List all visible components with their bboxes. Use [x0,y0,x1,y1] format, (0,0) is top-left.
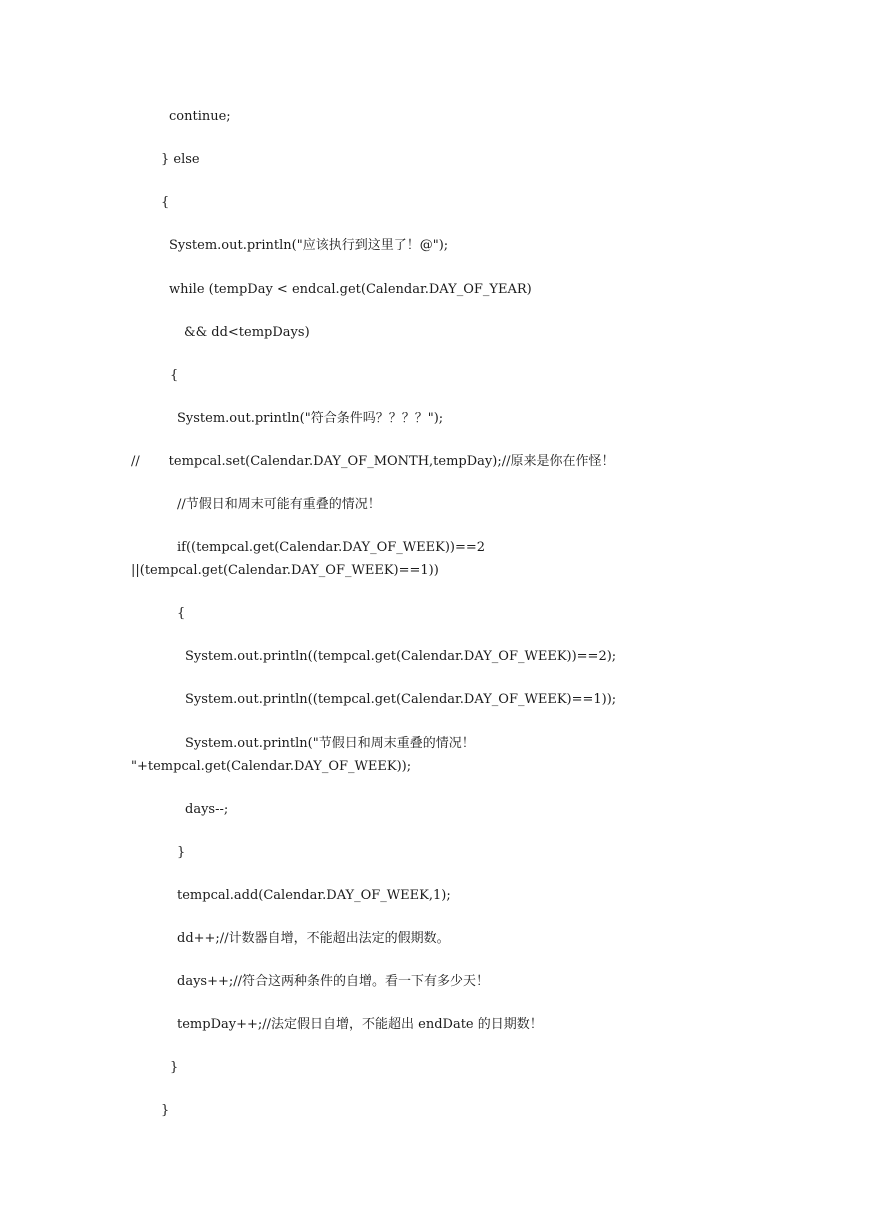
code-line-days-increment: days++;//符合这两种条件的自增。看一下有多少天！ [177,974,490,989]
code-line-dd-increment: dd++;//计数器自增，不能超出法定的假期数。 [177,931,450,946]
code-line-days-decrement: days--; [185,802,229,817]
code-line-if: if((tempcal.get(Calendar.DAY_OF_WEEK))==2 [177,540,486,555]
code-line-else-close-brace: } [161,1103,170,1118]
code-line-while-close-brace: } [170,1060,179,1075]
code-line-open-brace: { [161,195,170,210]
code-line-println-overlap-cont: "+tempcal.get(Calendar.DAY_OF_WEEK)); [131,759,412,774]
code-line-println-condition: System.out.println("符合条件吗？？？？"); [177,411,444,426]
code-line-println-overlap: System.out.println("节假日和周末重叠的情况！ [185,736,475,751]
code-line-commented-set: // tempcal.set(Calendar.DAY_OF_MONTH,tempDay);//原来是你在作怪！ [131,454,615,469]
code-line-while-cond: && dd<tempDays) [184,325,310,340]
code-line-println-eq2: System.out.println((tempcal.get(Calendar.DAY_OF_WEEK))==2); [185,649,617,664]
code-line-println-eq1: System.out.println((tempcal.get(Calendar.DAY_OF_WEEK)==1)); [185,692,617,707]
code-line-else: } else [161,152,200,167]
code-line-tempcal-add: tempcal.add(Calendar.DAY_OF_WEEK,1); [177,888,451,903]
code-line-if-cont: ||(tempcal.get(Calendar.DAY_OF_WEEK)==1)) [131,563,439,578]
code-line-tempday-increment: tempDay++;//法定假日自增，不能超出 endDate 的日期数！ [177,1017,543,1032]
code-line-continue: continue; [169,109,231,124]
code-line-println-reached: System.out.println("应该执行到这里了！@"); [169,238,449,253]
code-line-while-open-brace: { [170,368,179,383]
code-line-while: while (tempDay < endcal.get(Calendar.DAY_OF_YEAR) [169,282,532,297]
code-line-if-open-brace: { [177,606,186,621]
code-line-comment-overlap: //节假日和周末可能有重叠的情况！ [177,497,381,512]
code-line-if-close-brace: } [177,845,186,860]
